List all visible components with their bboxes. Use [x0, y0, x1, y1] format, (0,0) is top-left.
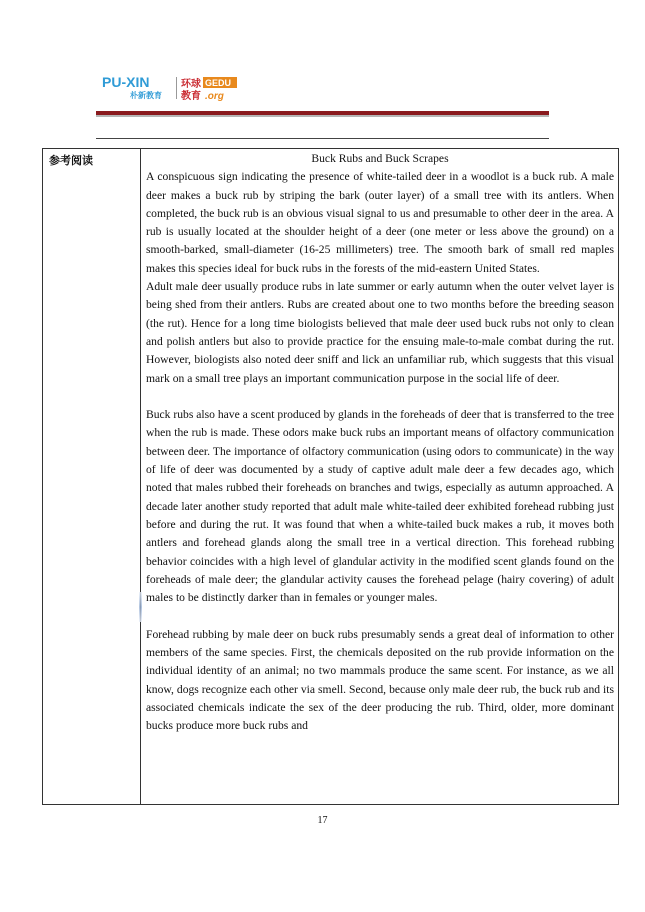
page-number: 17	[317, 815, 328, 826]
logo-divider	[176, 77, 177, 99]
logo-puxin-text: PU-XIN	[102, 74, 150, 90]
passage-paragraph-3: Buck rubs also have a scent produced by glands in the foreheads of deer that is transferred to the tree when the rub is made. These odors make buck rubs an important means of olfactory communication between deer. The importance of olfactory communication (using odors to communicate) in the way of life of deer was documented by a study of captive adult male deer a few decades ago, which noted that males rubbed their foreheads on branches and twigs, especially as autumn approached. A decade later another study reported that adult male white-tailed deer exhibited forehead rubbing just before and during the rut. It was found that when a white-tailed buck makes a rub, it moves both antlers and forehead glands along the small tree in a vertical direction. This forehead rubbing behavior coincides with a high level of glandular activity in the modified scent glands found on the foreheads of male deer; the glandular activity causes the forehead pelage (hairy covering) of adult males to be distinctly darker than in females or younger males.	[146, 408, 614, 605]
table-column-divider	[140, 149, 141, 804]
logo-jiaoyu-text: 教育	[181, 91, 201, 102]
passage-paragraph-4: Forehead rubbing by male deer on buck rubs presumably sends a great deal of information to other members of the same species. First, the chemicals deposited on the rub provide information on the individual identity of an animal; no two mammals produce the same scent. For instance, as we all know, dogs recognize each other via smell. Second, because only male deer rub, the buck rub and its associated chemicals indicate the sex of the deer producing the rub. Third, older, more dominant bucks produce more buck rubs and	[146, 627, 614, 733]
logo-puxin-sub: 朴新教育	[130, 91, 162, 100]
header-logo	[102, 74, 242, 102]
logo-org-text: .org	[205, 91, 224, 102]
puxin-gedu-logo	[102, 74, 242, 102]
reading-content	[146, 150, 614, 804]
logo-gedu-text: GEDU	[205, 78, 232, 88]
passage-title: Buck Rubs and Buck Scrapes	[311, 152, 449, 165]
header-bar-gray	[96, 115, 549, 117]
reading-table	[42, 148, 619, 805]
passage-paragraph-1: A conspicuous sign indicating the presence of white-tailed deer in a woodlot is a buck rub. A male deer makes a buck rub by striping the bark (outer layer) of a small tree with its antlers. When completed, the buck rub is an obvious visual signal to us and presumable to other deer in the area. A rub is usually located at the shoulder height of a deer (one meter or less above the ground) on a smooth-barked, small-diameter (16-25 millimeters) tree. The smooth bark of small red maples makes this species ideal for buck rubs in the forests of the mid-eastern United States.	[146, 170, 614, 275]
paragraph-gap	[146, 388, 614, 406]
passage-paragraph-2: Adult male deer usually produce rubs in late summer or early autumn when the outer velvet layer is being shed from their antlers. Rubs are created about one to two months before the breeding season (the rut). Hence for a long time biologists believed that male deer used buck rubs not only to clean and polish antlers but also to provide practice for the ensuing male-to-male combat during the rut. However, biologists also noted deer sniff and lick an unfamiliar rub, which suggests that this visual mark on a small tree plays an important communication purpose in the social life of deer.	[146, 280, 614, 385]
logo-huanqiu-text: 环球	[181, 79, 201, 90]
margin-mark	[139, 592, 142, 622]
paragraph-gap	[146, 607, 614, 625]
table-label: 参考阅读	[49, 154, 93, 167]
header-rule	[96, 138, 549, 139]
